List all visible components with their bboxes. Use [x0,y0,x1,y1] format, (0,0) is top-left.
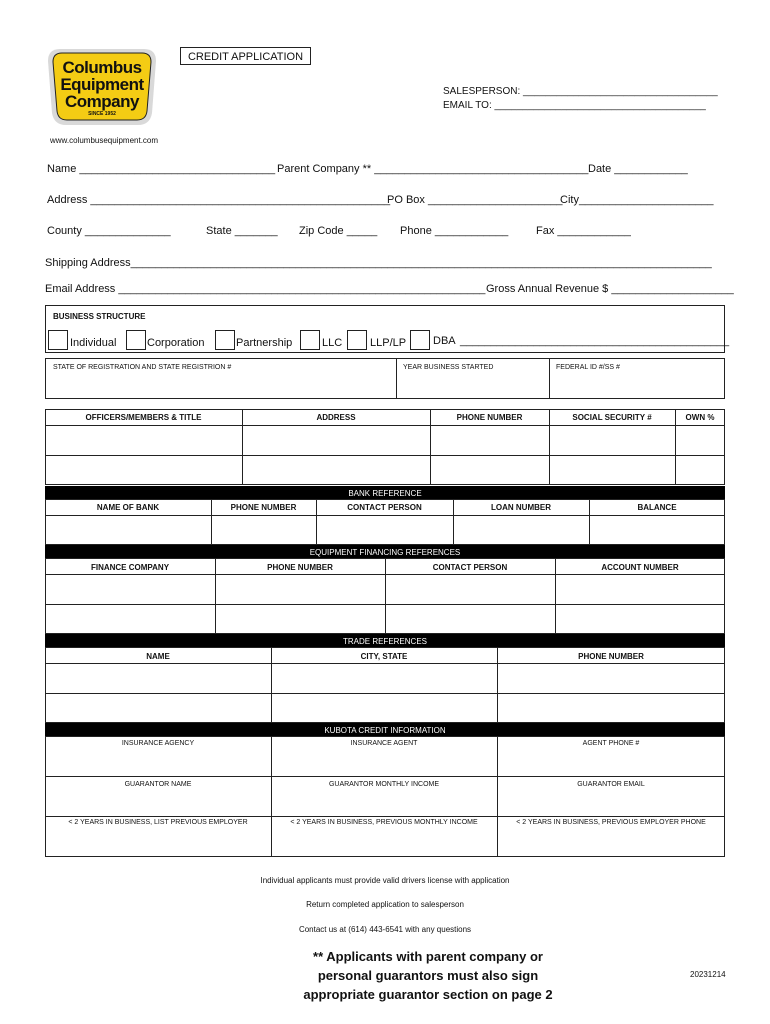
guarantor-notice-line-3: appropriate guarantor section on page 2 [303,987,553,1002]
llp-checkbox[interactable] [347,330,367,350]
bank-name-header: NAME OF BANK [96,503,160,512]
divider [497,736,498,857]
divider [45,455,725,456]
guarantor-name-label: GUARANTOR NAME [124,781,192,788]
previous-employer-label: < 2 YEARS IN BUSINESS, LIST PREVIOUS EMPLOYER [68,819,248,826]
form-title: CREDIT APPLICATION [187,51,304,63]
county-field[interactable]: County ______________ [47,225,171,237]
officers-own-header: OWN % [685,413,715,422]
trade-city-header: CITY, STATE [360,652,408,661]
parent-company-field[interactable]: Parent Company ** ___________________________________ [277,163,589,175]
corporation-label: Corporation [147,337,205,349]
kubota-table [45,736,725,857]
logo-line-2: Equipment [60,75,144,94]
guarantor-notice-line-1: ** Applicants with parent company or [313,949,543,964]
contact-note: Contact us at (614) 443-6541 with any questions [298,925,472,934]
trade-references-bar: TRADE REFERENCES [45,634,725,647]
name-field[interactable]: Name ________________________________ [47,163,276,175]
license-note: Individual applicants must provide valid drivers license with application [260,876,510,885]
corporation-checkbox[interactable] [126,330,146,350]
date-field[interactable]: Date ____________ [588,163,688,175]
bank-contact-header: CONTACT PERSON [347,503,422,512]
finance-account-header: ACCOUNT NUMBER [601,563,679,572]
year-started-label: YEAR BUSINESS STARTED [403,364,494,371]
dba-checkbox[interactable] [410,330,430,350]
bank-reference-bar: BANK REFERENCE [45,486,725,499]
email-address-field[interactable]: Email Address ____________________________________________________________ [45,283,486,295]
fax-field[interactable]: Fax ____________ [536,225,631,237]
insurance-agency-label: INSURANCE AGENCY [121,740,195,747]
trade-phone-header: PHONE NUMBER [578,652,644,661]
kubota-credit-bar: KUBOTA CREDIT INFORMATION [45,723,725,736]
llc-label: LLC [322,337,343,349]
business-structure-heading: BUSINESS STRUCTURE [53,312,146,321]
salesperson-field[interactable]: SALESPERSON: ___________________________________ [443,86,718,97]
individual-label: Individual [70,337,117,349]
dba-label: DBA [433,335,456,347]
divider [549,358,550,399]
previous-income-label: < 2 YEARS IN BUSINESS, PREVIOUS MONTHLY INCOME [290,819,478,826]
divider [45,816,725,817]
finance-contact-header: CONTACT PERSON [432,563,508,572]
previous-employer-phone-label: < 2 YEARS IN BUSINESS, PREVIOUS EMPLOYER PHONE [516,819,706,826]
website-url: www.columbusequipment.com [50,136,159,145]
address-field[interactable]: Address _________________________________________________ [47,194,391,206]
trade-name-header: NAME [146,652,170,661]
divider [396,358,397,399]
logo-line-1: Columbus [62,58,142,77]
partnership-checkbox[interactable] [215,330,235,350]
divider [45,663,725,664]
officers-phone-header: PHONE NUMBER [456,413,523,422]
agent-phone-label: AGENT PHONE # [582,740,640,747]
state-field[interactable]: State _______ [206,225,278,237]
partnership-label: Partnership [236,337,293,349]
insurance-agent-label: INSURANCE AGENT [350,740,418,747]
officers-ssn-header: SOCIAL SECURITY # [572,413,652,422]
llc-checkbox[interactable] [300,330,320,350]
bank-balance-header: BALANCE [637,503,677,512]
divider [45,776,725,777]
gross-annual-revenue-field[interactable]: Gross Annual Revenue $ ____________________ [486,283,734,295]
city-field[interactable]: City______________________ [560,194,714,206]
state-registration-label: STATE OF REGISTRATION AND STATE REGISTRION # [53,364,232,371]
company-logo [46,47,158,127]
shipping-address-field[interactable]: Shipping Address_______________________________________________________________________________________________ [45,257,712,269]
divider [45,425,725,426]
form-code: 20231214 [690,970,726,979]
dba-line[interactable]: ____________________________________________ [460,335,730,347]
federal-id-label: FEDERAL ID #/SS # [556,364,620,371]
phone-field[interactable]: Phone ____________ [400,225,509,237]
logo-since: SINCE 1952 [88,111,116,117]
guarantor-email-label: GUARANTOR EMAIL [577,781,645,788]
individual-checkbox[interactable] [48,330,68,350]
guarantor-notice-line-2: personal guarantors must also sign [317,968,539,983]
divider [45,515,725,516]
zip-code-field[interactable]: Zip Code _____ [299,225,378,237]
finance-company-header: FINANCE COMPANY [90,563,170,572]
finance-phone-header: PHONE NUMBER [267,563,333,572]
officers-header: OFFICERS/MEMBERS & TITLE [85,413,202,422]
guarantor-income-label: GUARANTOR MONTHLY INCOME [328,781,440,788]
po-box-field[interactable]: PO Box ______________________ [387,194,563,206]
officers-address-header: ADDRESS [316,413,356,422]
bank-phone-header: PHONE NUMBER [230,503,297,512]
email-to-field[interactable]: EMAIL TO: ______________________________________ [443,100,706,111]
divider [271,736,272,857]
equipment-financing-bar: EQUIPMENT FINANCING REFERENCES [45,545,725,558]
logo-line-3: Company [65,92,139,111]
divider [45,693,725,694]
bank-loan-header: LOAN NUMBER [491,503,551,512]
llp-label: LLP/LP [370,337,407,349]
return-note: Return completed application to salesperson [306,900,464,909]
